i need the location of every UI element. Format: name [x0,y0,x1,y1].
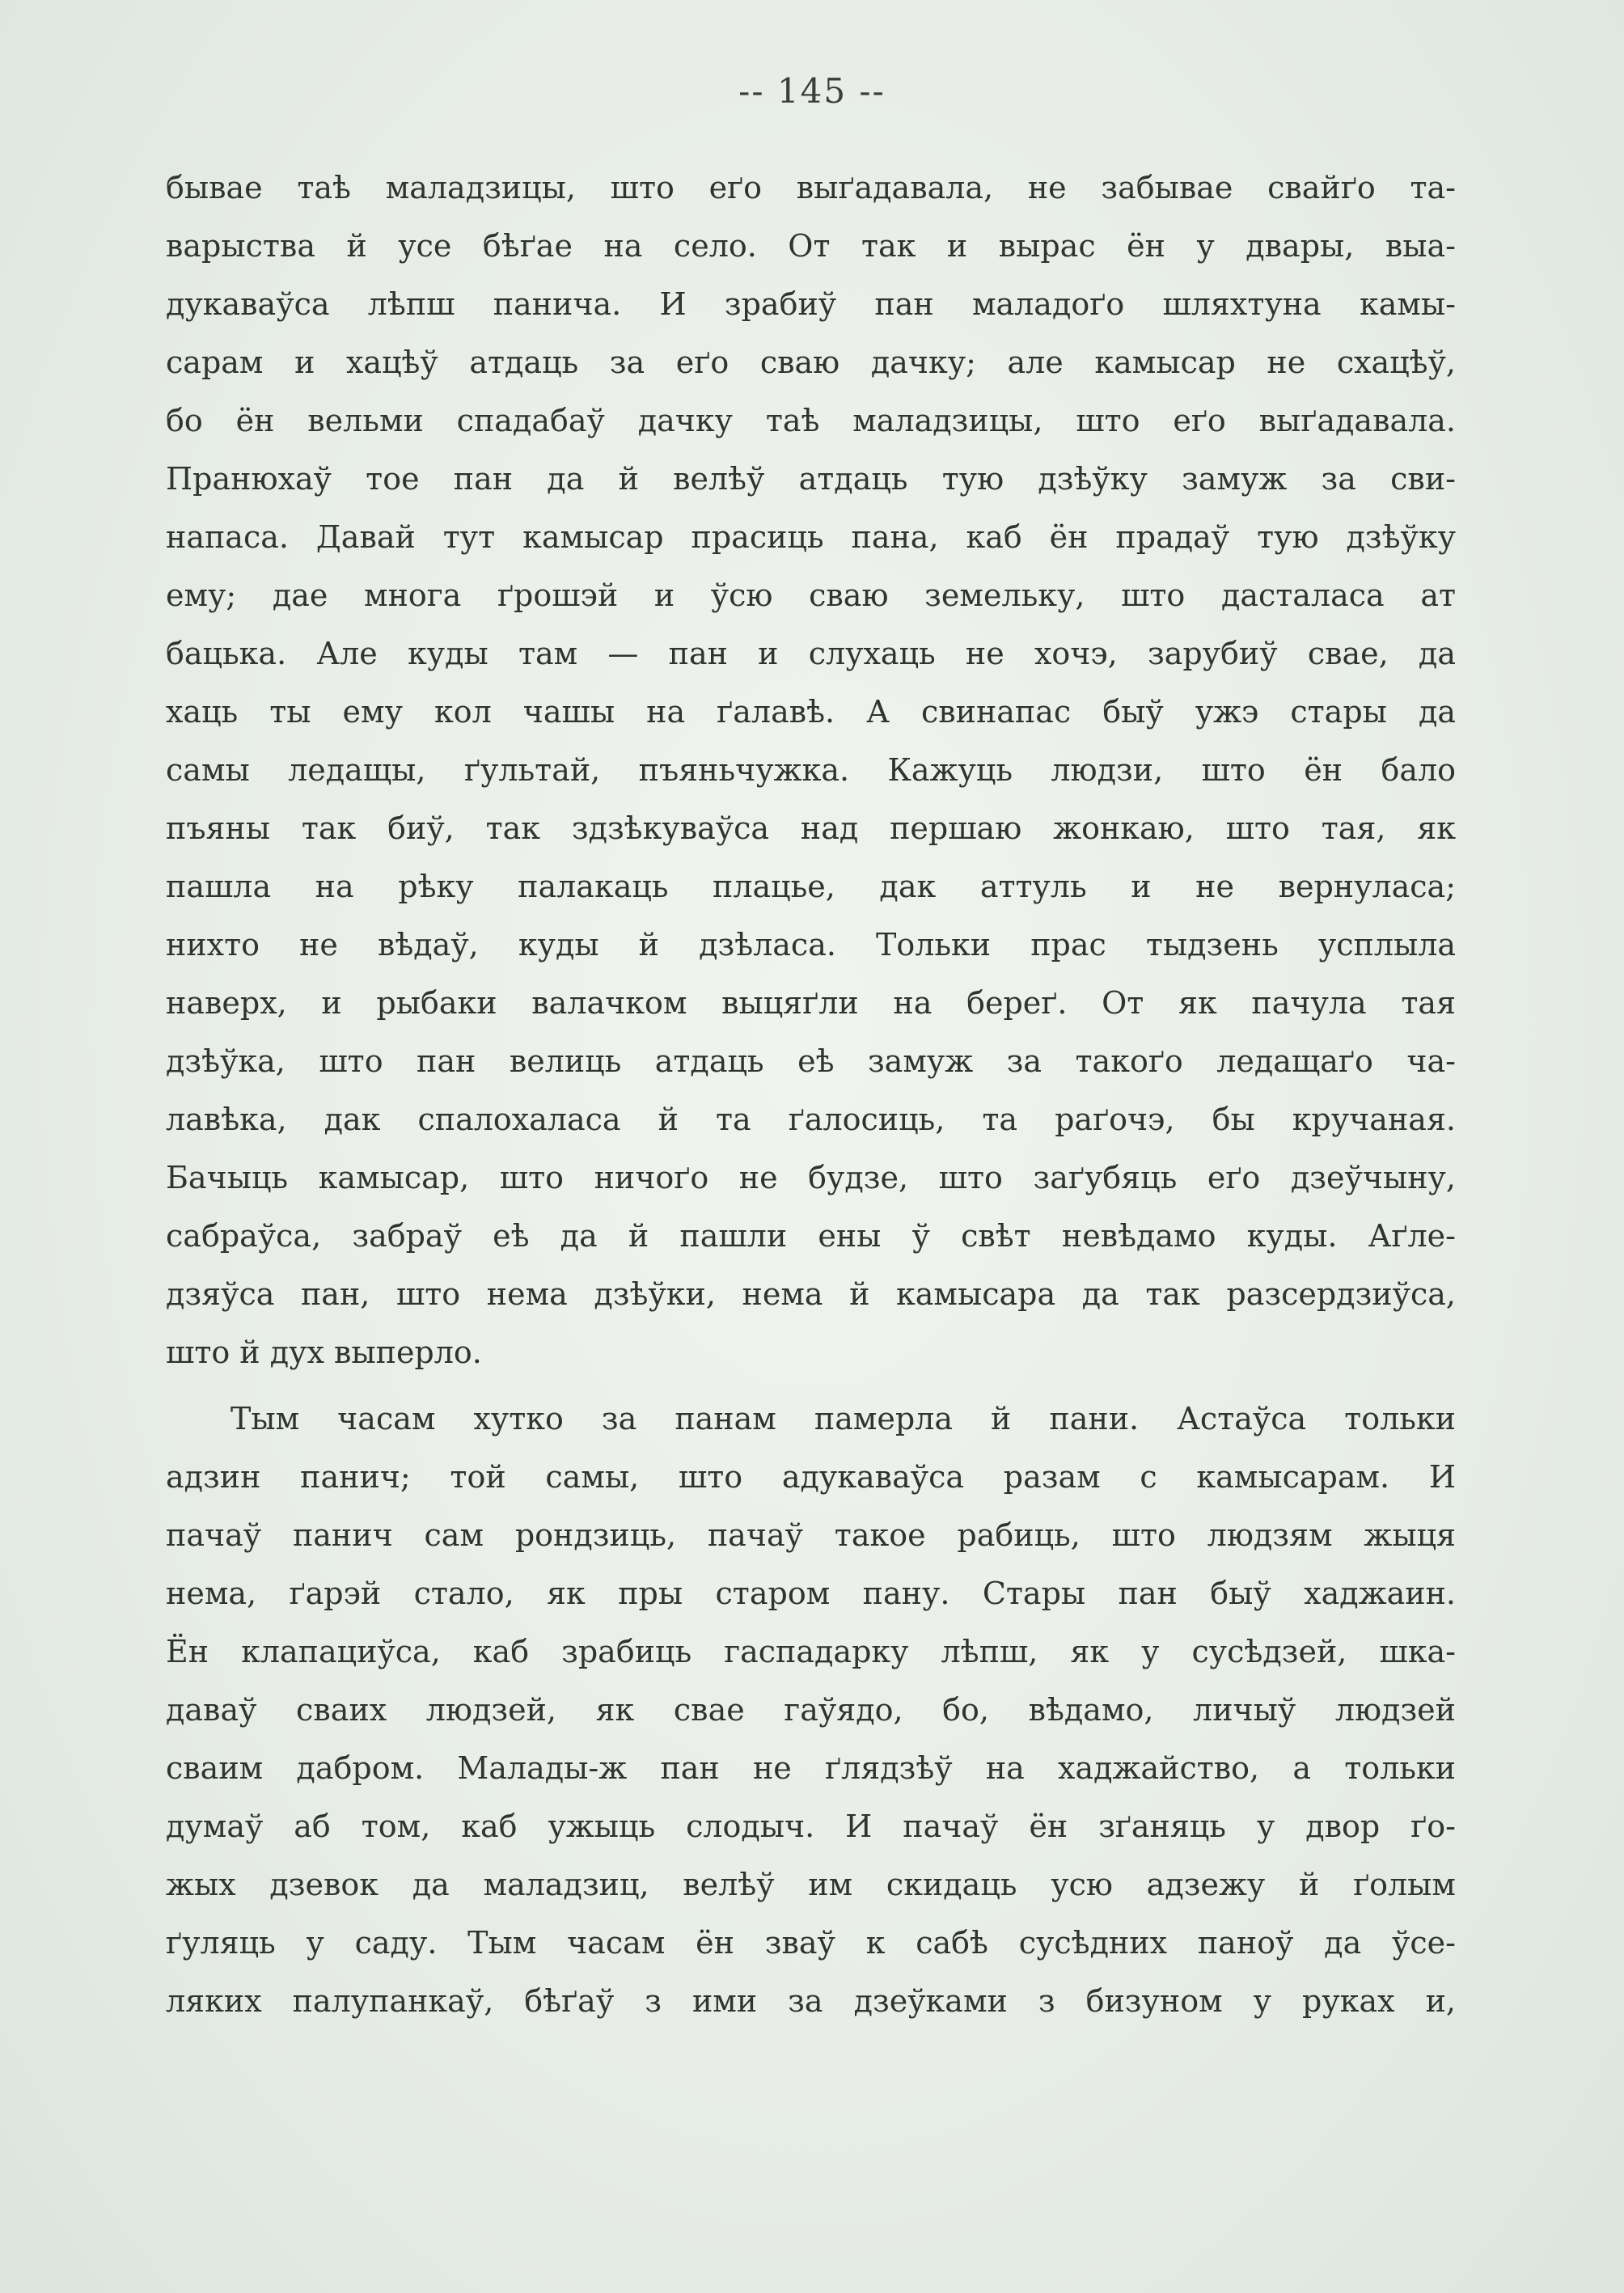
text-line: пъяны так биў, так здзѣкуваўса над першаю жонкаю, што тая, як [166,810,1456,846]
page-number: -- 145 -- [738,71,886,111]
text-line: Тым часам хутко за панам памерла й пани. Астаўса тольки [230,1401,1456,1436]
text-line: сваим дабром. Малады-ж пан не ґлядзѣў на хаджайство, а тольки [166,1750,1456,1786]
text-line: бываe таѣ маладзицы, што еґо выґадавала, не забываe свайґо та- [166,170,1456,205]
text-line: бо ён вельми спадабаў дачку таѣ маладзицы, што еґо выґадавала. [166,403,1456,438]
text-line: нема, ґарэй стало, як пры старом пану. Стары пан быў хаджаин. [166,1576,1456,1611]
text-line: дзяўса пан, што нема дзѣўки, нема й камысара да так разсердзиўса, [166,1276,1456,1312]
text-line: думаў аб том, каб ужыць слодыч. И пачаў ён зґаняць у двор ґо- [166,1809,1456,1844]
text-line: пачаў панич сам рондзиць, пачаў такое рабиць, што людзям жыця [166,1517,1456,1553]
text-line: ґуляць у саду. Тым часам ён зваў к сабѣ сусѣдних паноў да ўсе- [166,1925,1456,1961]
text-line: ему; дае многа ґрошэй и ўсю сваю земельку, што дасталаса ат [166,577,1456,613]
text-line: варыства й усе бѣґае на село. От так и вырас ён у двары, выа- [166,228,1456,264]
text-line: пашла на рѣку палакаць плацье, дак аттуль и не вернуласа; [166,869,1456,904]
text-line: самы ледащы, ґультай, пъяньчужка. Кажуць людзи, што ён бало [166,752,1456,788]
text-line: даваў сваих людзей, як свае гаўядо, бо, вѣдамо, личыў людзей [166,1692,1456,1728]
text-line: дукаваўса лѣпш панича. И зрабиў пан маладоґо шляхтуна камы- [166,286,1456,322]
text-line: напаса. Давай тут камысар прасиць пана, каб ён прадаў тую дзѣўку [166,519,1456,555]
body-text [166,159,1456,2030]
text-line: нихто не вѣдаў, куды й дзѣласа. Тольки прас тыдзень усплыла [166,927,1456,962]
text-line: Ён клапациўса, каб зрабиць гаспадарку лѣпш, як у сусѣдзей, шка- [166,1634,1456,1669]
text-line: адзин панич; той самы, што адукаваўса разам с камысарам. И [166,1459,1456,1495]
text-line: Бачыць камысар, што ничоґо не будзе, што заґубяць еґо дзеўчыну, [166,1160,1456,1195]
text-line: ляких палупанкаў, бѣґаў з ими за дзеўками з бизуном у руках и, [166,1983,1456,2019]
text-line: што й дух выперло. [166,1335,482,1370]
text-line: бацька. Але куды там — пан и слухаць не хочэ, зарубиў свае, да [166,636,1456,671]
paragraph-gap [166,1381,1456,1390]
text-line: хаць ты ему кол чашы на ґалавѣ. А свинапас быў ужэ стары да [166,694,1456,730]
text-line: жых дзевок да маладзиц, велѣў им скидаць усю адзежу й ґолым [166,1867,1456,1902]
text-line: сабраўса, забраў еѣ да й пашли ены ў свѣт невѣдамо куды. Аґле- [166,1218,1456,1254]
text-line: Пранюхаў тое пан да й велѣў атдаць тую дзѣўку замуж за сви- [166,461,1456,497]
text-line: сарам и хацѣў атдаць за еґо сваю дачку; але камысар не схацѣў, [166,345,1456,380]
text-line: дзѣўка, што пан велиць атдаць еѣ замуж за такоґо ледащаґо ча- [166,1043,1456,1079]
text-line: лавѣка, дак спалохаласа й та ґалосиць, та раґочэ, бы кручаная. [166,1102,1456,1137]
text-line: наверх, и рыбаки валачком выцяґли на береґ. От як пачула тая [166,985,1456,1021]
